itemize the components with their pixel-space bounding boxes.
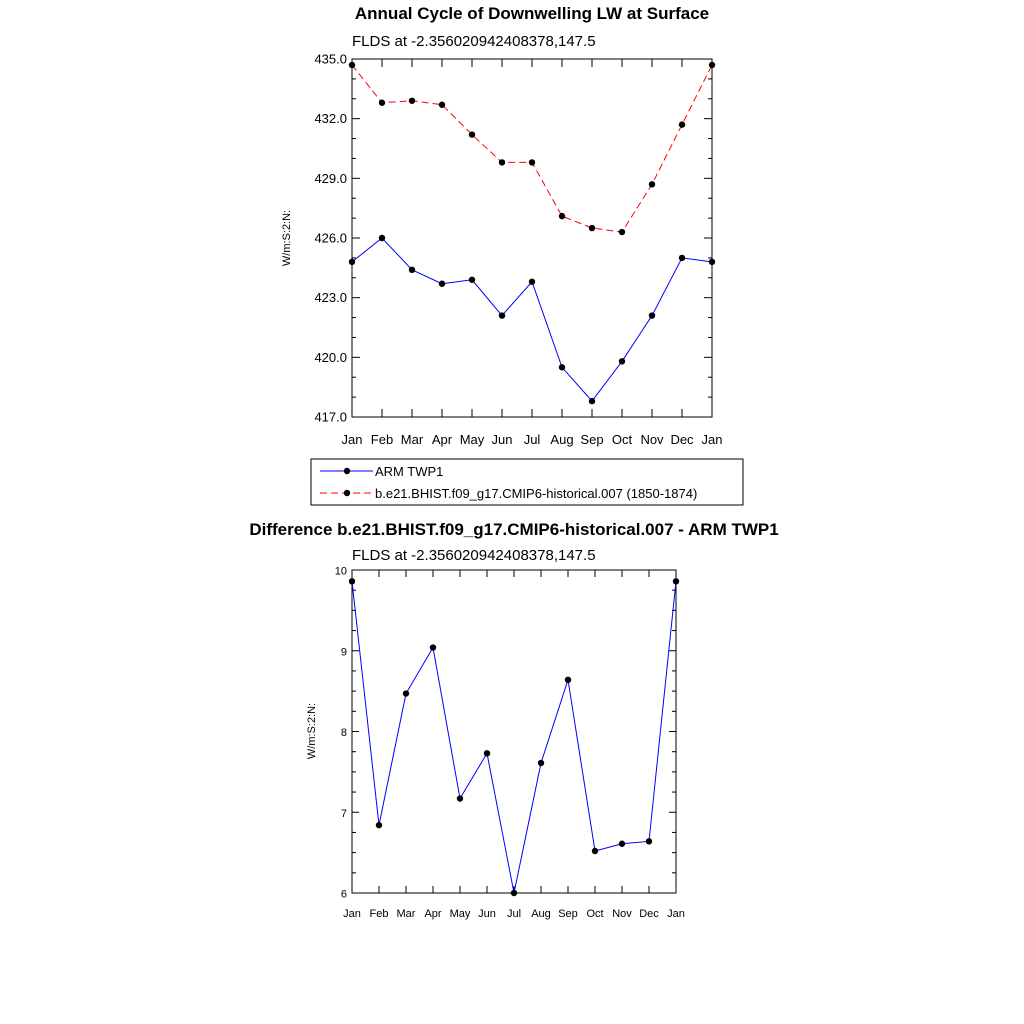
series-1-point [589, 225, 595, 231]
series-1-point [499, 159, 505, 165]
series-0-point [499, 312, 505, 318]
legend-marker-arm [344, 468, 350, 474]
series-0-point [649, 312, 655, 318]
x-tick-label: Jan [341, 432, 363, 447]
series-1-point [679, 121, 685, 127]
chart-top [281, 4, 722, 447]
x-tick-label: Oct [611, 432, 633, 447]
x-tick-label: Oct [586, 908, 604, 920]
series-0-point [511, 890, 517, 896]
series-0-point [709, 259, 715, 265]
plot-frame [352, 570, 676, 893]
series-0-point [376, 822, 382, 828]
x-tick-label: Dec [639, 908, 659, 920]
x-tick-label: Nov [640, 432, 664, 447]
series-1-point [409, 98, 415, 104]
legend-label-model: b.e21.BHIST.f09_g17.CMIP6-historical.007 (1850-1874) [375, 486, 698, 501]
series-0-point [484, 750, 490, 756]
series-0-point [619, 358, 625, 364]
series-0-point [559, 364, 565, 370]
chart-bottom-subtitle: FLDS at -2.356020942408378,147.5 [352, 547, 596, 564]
x-tick-label: Jun [491, 432, 513, 447]
chart-top-axes [314, 52, 722, 448]
series-0-point [679, 255, 685, 261]
series-0-point [430, 644, 436, 650]
series-0-point [349, 578, 355, 584]
chart-bottom-axes [335, 566, 685, 921]
chart-top-ylabel: W/m:S:2:N: [281, 209, 293, 267]
series-1-point [709, 62, 715, 68]
series-0-point [619, 841, 625, 847]
series-0-point [439, 281, 445, 287]
y-tick-label: 423.0 [314, 290, 347, 306]
x-tick-label: Nov [612, 908, 632, 920]
series-line-0 [352, 238, 712, 401]
chart-bottom-plot-area [349, 578, 679, 896]
x-tick-label: Sep [580, 432, 604, 447]
x-tick-label: Jul [523, 432, 541, 447]
x-tick-label: May [449, 908, 471, 920]
series-1-point [529, 159, 535, 165]
series-0-point [538, 760, 544, 766]
x-tick-label: Apr [431, 432, 453, 447]
chart-top-subtitle: FLDS at -2.356020942408378,147.5 [352, 33, 596, 50]
x-tick-label: Aug [531, 908, 551, 920]
x-tick-label: Jul [506, 908, 522, 920]
series-1-point [559, 213, 565, 219]
x-tick-label: Feb [369, 908, 389, 920]
y-tick-label: 429.0 [314, 170, 347, 186]
y-tick-label: 6 [340, 888, 347, 901]
y-tick-label: 7 [340, 807, 347, 820]
series-0-point [379, 235, 385, 241]
x-tick-label: Sep [558, 908, 578, 920]
y-tick-label: 10 [334, 565, 347, 578]
x-tick-label: Jan [667, 908, 685, 920]
y-tick-label: 435.0 [314, 51, 347, 67]
series-line-0 [352, 581, 676, 893]
x-tick-label: Jan [701, 432, 723, 447]
series-1-point [349, 62, 355, 68]
chart-top-legend [311, 459, 743, 505]
series-0-point [529, 279, 535, 285]
series-0-point [589, 398, 595, 404]
y-tick-label: 432.0 [314, 111, 347, 127]
series-0-point [592, 848, 598, 854]
y-tick-label: 420.0 [314, 349, 347, 365]
x-tick-label: May [459, 432, 485, 447]
series-0-point [469, 277, 475, 283]
x-tick-label: Aug [550, 432, 574, 447]
chart-bottom [249, 520, 778, 920]
series-0-point [349, 259, 355, 265]
x-tick-label: Feb [370, 432, 394, 447]
plot-frame [352, 59, 712, 417]
series-0-point [565, 677, 571, 683]
series-0-point [457, 795, 463, 801]
series-1-point [439, 102, 445, 108]
x-tick-label: Jun [478, 908, 496, 920]
series-1-point [619, 229, 625, 235]
series-0-point [646, 838, 652, 844]
x-tick-label: Mar [396, 908, 416, 920]
x-tick-label: Apr [424, 908, 442, 920]
series-0-point [673, 578, 679, 584]
y-tick-label: 8 [340, 727, 347, 739]
chart-top-plot-area [349, 62, 715, 405]
legend-label-arm: ARM TWP1 [375, 464, 444, 479]
chart-top-title: Annual Cycle of Downwelling LW at Surface [354, 4, 710, 23]
series-0-point [403, 690, 409, 696]
series-1-point [379, 100, 385, 106]
series-1-point [469, 131, 475, 137]
chart-bottom-ylabel: W/m:S:2:N: [306, 702, 318, 760]
series-1-point [649, 181, 655, 187]
y-tick-label: 417.0 [314, 409, 347, 425]
x-tick-label: Mar [400, 432, 424, 447]
series-0-point [409, 267, 415, 273]
legend-marker-model [344, 490, 350, 496]
y-tick-label: 9 [340, 646, 347, 659]
x-tick-label: Dec [670, 432, 694, 447]
y-tick-label: 426.0 [314, 230, 347, 246]
x-tick-label: Jan [343, 908, 361, 920]
series-line-1 [352, 65, 712, 232]
chart-bottom-title: Difference b.e21.BHIST.f09_g17.CMIP6-historical.007 - ARM TWP1 [249, 520, 779, 539]
